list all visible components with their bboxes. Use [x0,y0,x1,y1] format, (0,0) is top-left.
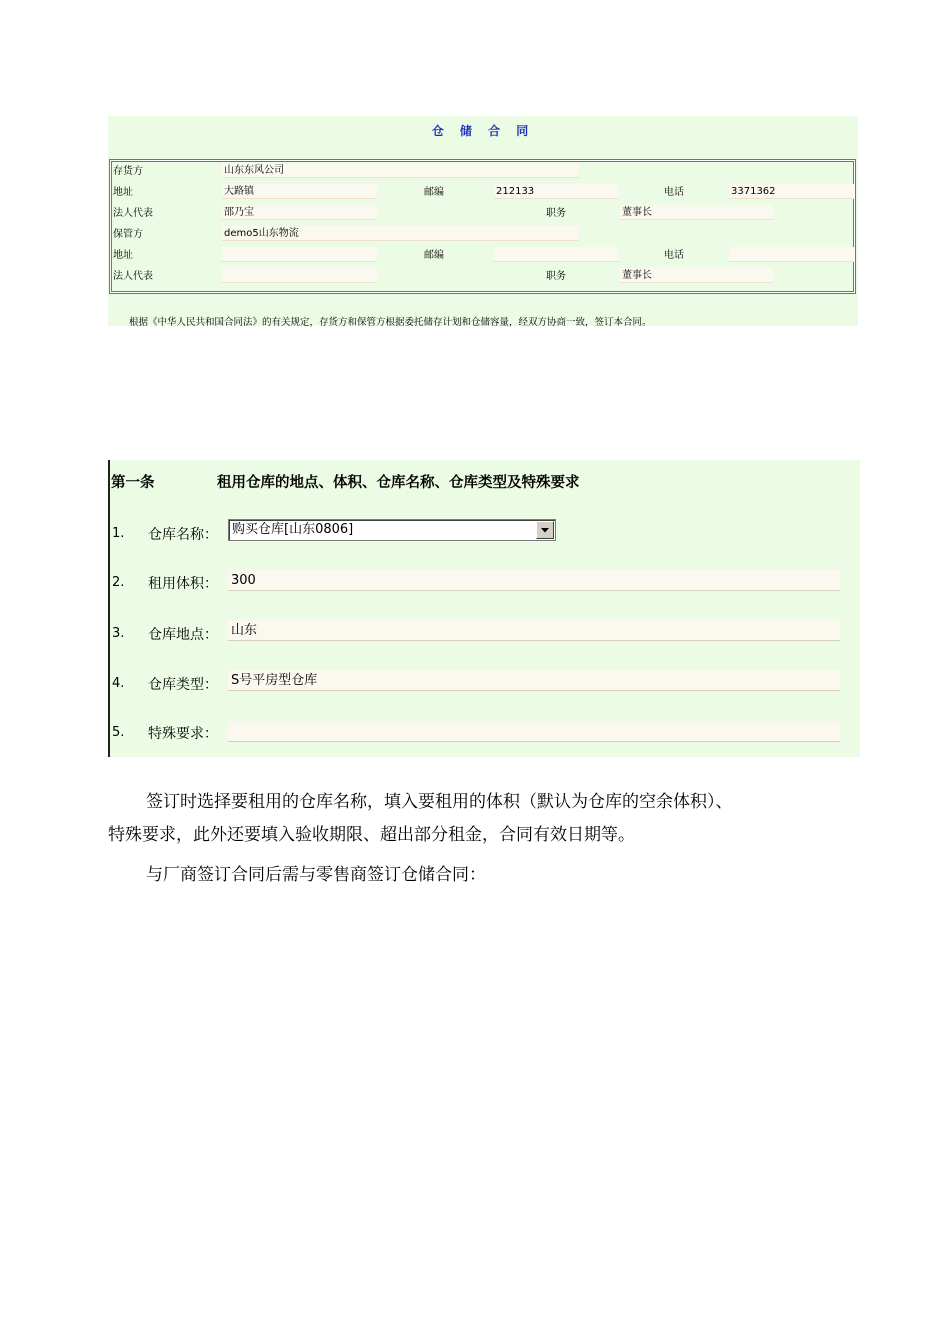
chevron-down-icon [541,528,549,533]
depositor-legal-rep-row [110,204,855,225]
item-number: 1. [112,526,125,541]
depositor-field[interactable]: 山东东风公司 [222,163,579,178]
custodian-field[interactable]: demo5山东物流 [222,226,579,241]
contract-preamble: 根据《中华人民共和国合同法》的有关规定，存货方和保管方根据委托储存计划和仓储容量，经双方协商一致，签订本合同。 [129,317,652,328]
special-requirements-input[interactable] [228,721,840,742]
custodian-legal-rep-label: 法人代表 [113,271,153,282]
warehouse-name-value: 购买仓库[山东0806] [232,522,354,537]
warehouse-type-label: 仓库类型： [148,677,218,693]
depositor-row [110,162,855,183]
custodian-address-label: 地址 [113,250,133,261]
depositor-legal-rep-label: 法人代表 [113,208,153,219]
special-requirements-label: 特殊要求： [148,726,218,742]
article-heading: 租用仓库的地点、体积、仓库名称、仓库类型及特殊要求 [217,475,580,491]
custodian-postcode-field[interactable] [494,247,619,262]
custodian-position-label: 职务 [546,271,566,282]
body-paragraph-1-line-1: 签订时选择要租用的仓库名称，填入要租用的体积（默认为仓库的空余体积）、 [146,792,733,812]
item-number: 4. [112,676,125,691]
depositor-address-field[interactable]: 大路镇 [222,184,377,199]
depositor-address-label: 地址 [113,187,133,198]
body-paragraph-1-line-2: 特殊要求，此外还要填入验收期限、超出部分租金，合同有效日期等。 [108,825,635,845]
contract-form-panel [108,116,858,326]
custodian-address-row [110,246,855,267]
depositor-phone-field[interactable]: 3371362 [729,184,854,199]
depositor-position-field[interactable]: 董事长 [620,205,773,220]
custodian-position-field[interactable]: 董事长 [620,268,773,283]
rented-volume-input[interactable]: 300 [228,570,840,591]
depositor-label: 存货方 [113,166,143,177]
custodian-phone-field[interactable] [729,247,854,262]
custodian-legal-rep-row [110,267,855,288]
warehouse-location-label: 仓库地点： [148,627,218,643]
depositor-address-row [110,183,855,204]
warehouse-name-label: 仓库名称： [148,527,218,543]
rented-volume-label: 租用体积： [148,576,218,592]
warehouse-type-input[interactable]: S号平房型仓库 [228,670,840,691]
contract-title: 仓 储 合 同 [431,124,535,138]
depositor-phone-label: 电话 [664,187,684,198]
item-number: 2. [112,575,125,590]
depositor-position-label: 职务 [546,208,566,219]
custodian-postcode-label: 邮编 [424,250,444,261]
article-number: 第一条 [111,475,155,491]
custodian-phone-label: 电话 [664,250,684,261]
dropdown-button[interactable] [536,521,554,539]
custodian-label: 保管方 [113,229,143,240]
warehouse-name-select[interactable] [228,519,556,541]
depositor-postcode-label: 邮编 [424,187,444,198]
depositor-legal-rep-field[interactable]: 邵乃宝 [222,205,377,220]
item-number: 5. [112,725,125,740]
party-info-box [109,159,856,294]
custodian-legal-rep-field[interactable] [222,268,377,283]
custodian-address-field[interactable] [222,247,377,262]
warehouse-location-input[interactable]: 山东 [228,620,840,641]
article-one-panel [108,460,860,757]
body-paragraph-2: 与厂商签订合同后需与零售商签订仓储合同： [146,865,486,885]
custodian-row [110,225,855,246]
item-number: 3. [112,626,125,641]
depositor-postcode-field[interactable]: 212133 [494,184,619,199]
